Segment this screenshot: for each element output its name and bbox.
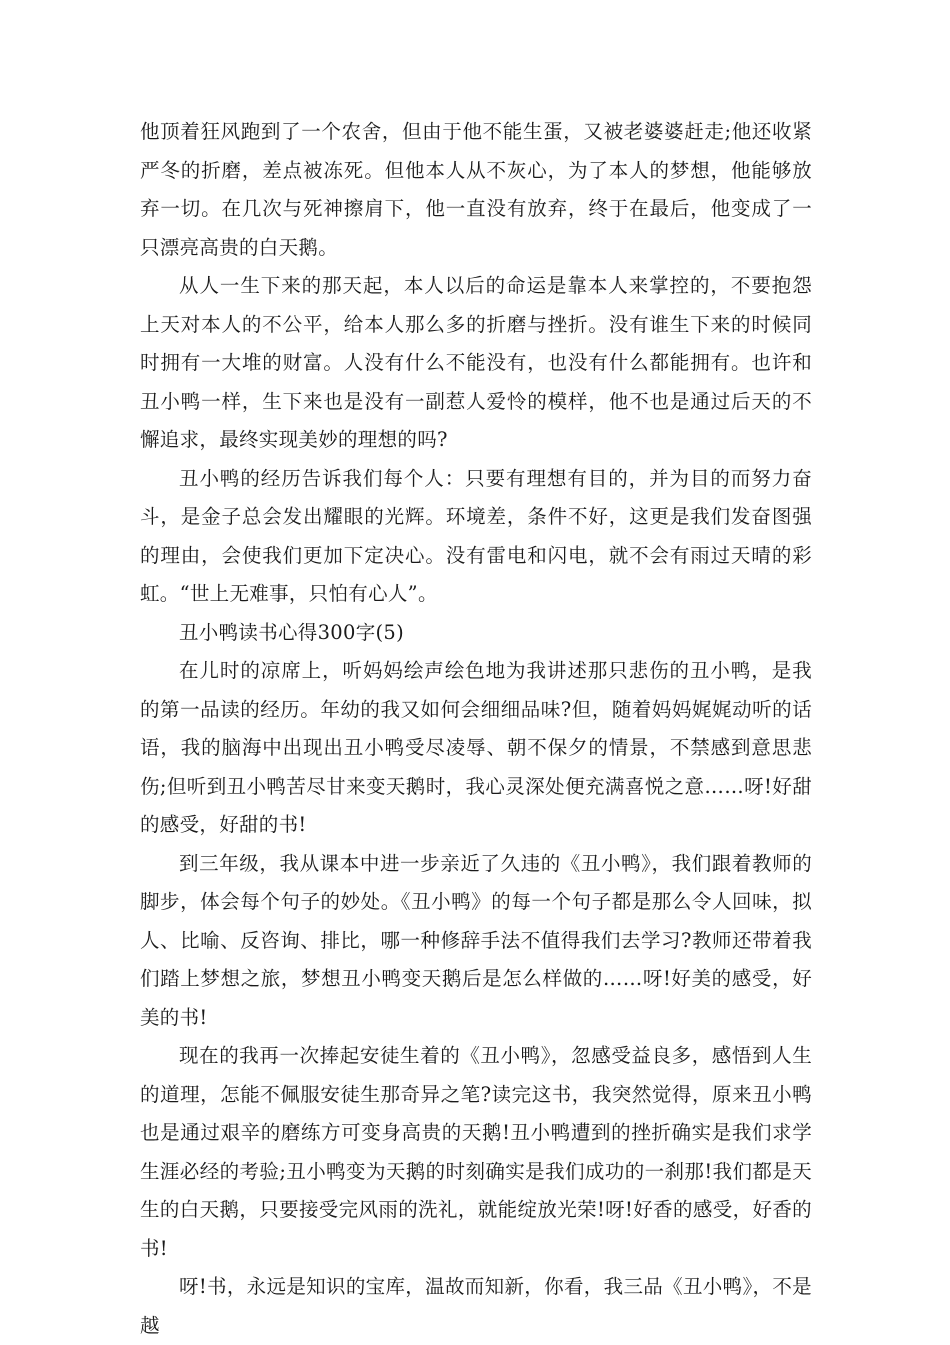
section-heading: 丑小鸭读书心得300字(5) [179,620,405,644]
section-paragraph-4: 呀!书，永远是知识的宝库，温故而知新，你看，我三品《丑小鸭》，不是越 [140,1275,812,1337]
section-paragraph-1: 在儿时的凉席上，听妈妈绘声绘色地为我讲述那只悲伤的丑小鸭，是我的第一品读的经历。年幼的我又如何会细细品味?但，随着妈妈娓娓动听的话语，我的脑海中出现出丑小鸭受尽凌辱、朝不保夕的情景，不禁感到意思悲伤;但听到丑小鸭苦尽甘来变天鹅时，我心灵深处便充满喜悦之意……呀!好甜的感受，好甜的书! [140,659,812,836]
document-body [140,113,812,1345]
paragraph-2: 从人一生下来的那天起，本人以后的命运是靠本人来掌控的，不要抱怨上天对本人的不公平，给本人那么多的折磨与挫折。没有谁生下来的时候同时拥有一大堆的财富。人没有什么不能没有，也没有什么都能拥有。也许和丑小鸭一样，生下来也是没有一副惹人爱怜的模样，他不也是通过后天的不懈追求，最终实现美妙的理想的吗? [140,274,812,451]
paragraph-3: 丑小鸭的经历告诉我们每个人：只要有理想有目的，并为目的而努力奋斗，是金子总会发出耀眼的光辉。环境差，条件不好，这更是我们发奋图强的理由，会使我们更加下定决心。没有雷电和闪电，就不会有雨过天晴的彩虹。“世上无难事，只怕有心人”。 [140,466,812,605]
paragraph-1: 他顶着狂风跑到了一个农舍，但由于他不能生蛋，又被老婆婆赶走;他还收紧严冬的折磨，差点被冻死。但他本人从不灰心，为了本人的梦想，他能够放弃一切。在几次与死神擦肩下，他一直没有放弃，终于在最后，他变成了一只漂亮高贵的白天鹅。 [140,120,812,259]
section-paragraph-3: 现在的我再一次捧起安徒生着的《丑小鸭》，忽感受益良多，感悟到人生的道理，怎能不佩服安徒生那奇异之笔?读完这书，我突然觉得，原来丑小鸭也是通过艰辛的磨练方可变身高贵的天鹅!丑小鸭遭到的挫折确实是我们求学生涯必经的考验;丑小鸭变为天鹅的时刻确实是我们成功的一刹那!我们都是天生的白天鹅，只要接受完风雨的洗礼，就能绽放光荣!呀!好香的感受，好香的书! [140,1044,812,1260]
section-paragraph-2: 到三年级，我从课本中进一步亲近了久违的《丑小鸭》，我们跟着教师的脚步，体会每个句子的妙处。《丑小鸭》的每一个句子都是那么令人回味，拟人、比喻、反咨询、排比，哪一种修辞手法不值得我们去学习?教师还带着我们踏上梦想之旅，梦想丑小鸭变天鹅后是怎么样做的……呀!好美的感受，好美的书! [140,851,812,1029]
